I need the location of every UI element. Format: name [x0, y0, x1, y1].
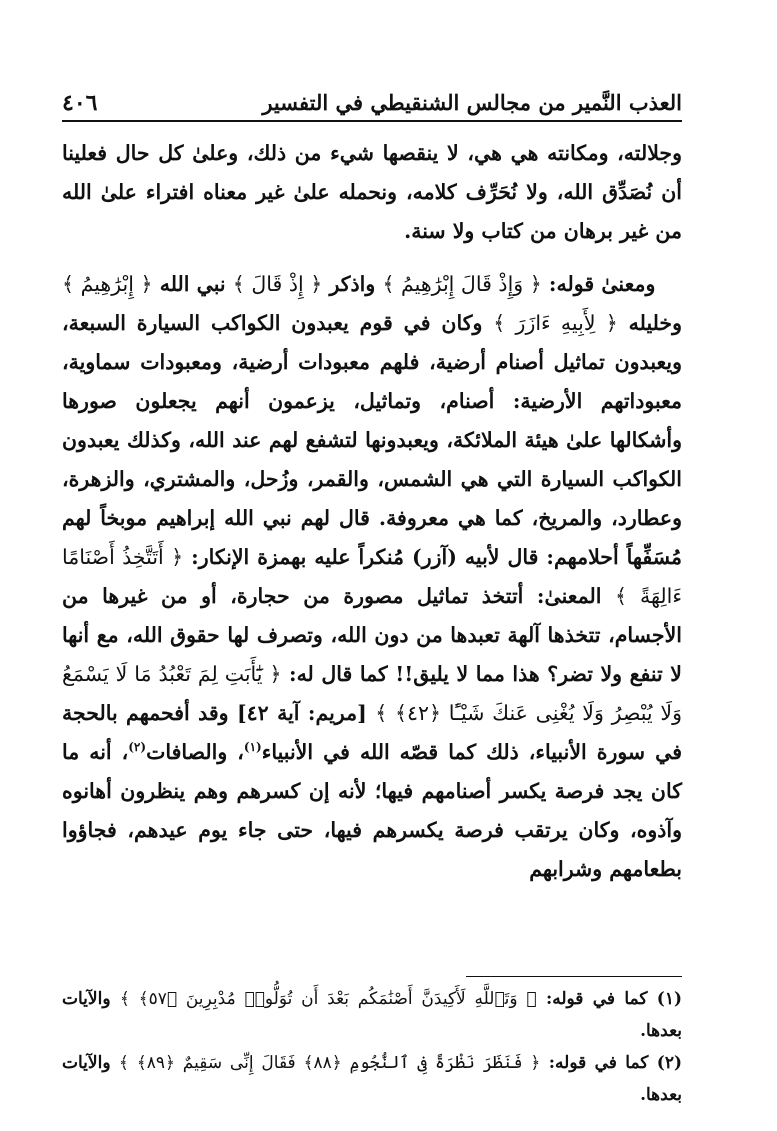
quran-verse: ﴿ إِبْرَٰهِيمُ ﴾: [62, 272, 153, 296]
footnote-text: كما في قوله:: [536, 989, 657, 1009]
text-run: نبي الله: [152, 272, 233, 296]
footnote-marker: (١): [656, 989, 682, 1009]
text-run: [مريم: آية ٤٢] وقد أفحمهم بالحجة في سورة الأنبياء، ذلك كما قصّه الله في الأنبياء: [62, 701, 682, 764]
main-text: [62, 134, 682, 889]
text-run: وكان في قوم يعبدون الكواكب السيارة السبعة، ويعبدون تماثيل أصنام أرضية، فلهم معبودات أرضية، ومعبودات سماوية، معبوداتهم الأرضية: أصنام، وتماثيل، يزعمون أنهم يجعلون صورها وأشكالها علىٰ هيئة الملائكة، ويعبدونها لتشفع لهم عند الله، وكذلك يعبدون الكواكب السيارة التي هي الشمس، والقمر، وزُحل، والمشتري، والزهرة، وعطارد، والمريخ، كما هي معروفة. قال لهم نبي الله إبراهيم موبخاً لهم مُسَفِّهاً أحلامهم: قال لأبيه (آزر) مُنكراً عليه بهمزة الإنكار:: [62, 311, 682, 569]
footnote: [62, 1047, 682, 1111]
quran-verse: ﴿ وَإِذْ قَالَ إِبْرَٰهِيمُ ﴾: [382, 272, 542, 296]
text-run: المعنىٰ: أتتخذ تماثيل مصورة من حجارة، أو من غيرها من الأجسام، تتخذها آلهة تعبدها من دون الله، وتصرف لها حقوق الله، مع أنها لا تنفع ولا تضر؟ هذا مما لا يليق!! كما قال له:: [62, 584, 682, 686]
text-run: ومعنىٰ قوله:: [541, 272, 656, 296]
running-title: العذب النَّمير من مجالس الشنقيطي في التفسير: [262, 90, 682, 115]
paragraph: وجلالته، ومكانته هي هي، لا ينقصها شيء من ذلك، وعلىٰ كل حال فعلينا أن نُصَدِّق الله، ولا نُحَرِّف كلامه، ونحمله علىٰ غير معناه افتراء علىٰ الله من غير برهان من كتاب ولا سنة.: [62, 141, 682, 243]
footnote-text: والآيات بعدها.: [62, 1053, 682, 1105]
paragraph: [62, 265, 682, 889]
footnote-marker: (٢): [656, 1053, 682, 1073]
footnote: [62, 983, 682, 1047]
footnote-ref[interactable]: (١): [243, 740, 262, 755]
page-header: [62, 88, 682, 122]
quran-verse: ﴿ يَٰٓأَبَتِ لِمَ تَعْبُدُ مَا لَا يَسْمَعُ وَلَا يُبْصِرُ وَلَا يُغْنِى عَنكَ شَيْـًٔا ﴿٤٢﴾ ﴾: [62, 662, 682, 725]
text-run: ، أنه ما كان يجد فرصة يكسر أصنامهم فيها؛ لأنه إن كسرهم وهم ينظرون أهانوه وآذوه، وكان يرتقب فرصة يكسرهم فيها، حتى جاء يوم عيدهم، فجاؤوا بطعامهم وشرابهم: [62, 740, 682, 881]
footnote-ref[interactable]: (٢): [128, 740, 147, 755]
footnote-text: والآيات بعدها.: [62, 989, 682, 1041]
book-page: [62, 88, 682, 889]
footnotes: [62, 976, 682, 1111]
page-number: ٤٠٦: [62, 90, 98, 116]
quran-verse: ﴿ أَتَتَّخِذُ أَصْنَامًا ءَالِهَةً ﴾: [62, 545, 682, 608]
text-run: وخليله: [617, 311, 683, 335]
quran-verse: ﴿ إِذْ قَالَ ﴾: [232, 272, 323, 296]
text-run: واذكر: [322, 272, 383, 296]
text-run: ، والصافات: [146, 740, 244, 764]
footnote-divider: [466, 976, 682, 977]
quran-verse: ﴿ وَتَٱللَّهِ لَأَكِيدَنَّ أَصْنَٰمَكُم بَعْدَ أَن تُوَلُّوا۟ مُدْبِرِينَ ﴿٥٧﴾ ﴾: [119, 989, 537, 1009]
footnote-text: كما في قوله:: [540, 1053, 657, 1073]
quran-verse: ﴿ فَنَظَرَ نَظْرَةً فِى ٱلنُّجُومِ ﴿٨٨﴾ فَقَالَ إِنِّى سَقِيمٌ ﴿٨٩﴾ ﴾: [118, 1053, 541, 1073]
quran-verse: ﴿ لِأَبِيهِ ءَازَرَ ﴾: [493, 311, 618, 335]
